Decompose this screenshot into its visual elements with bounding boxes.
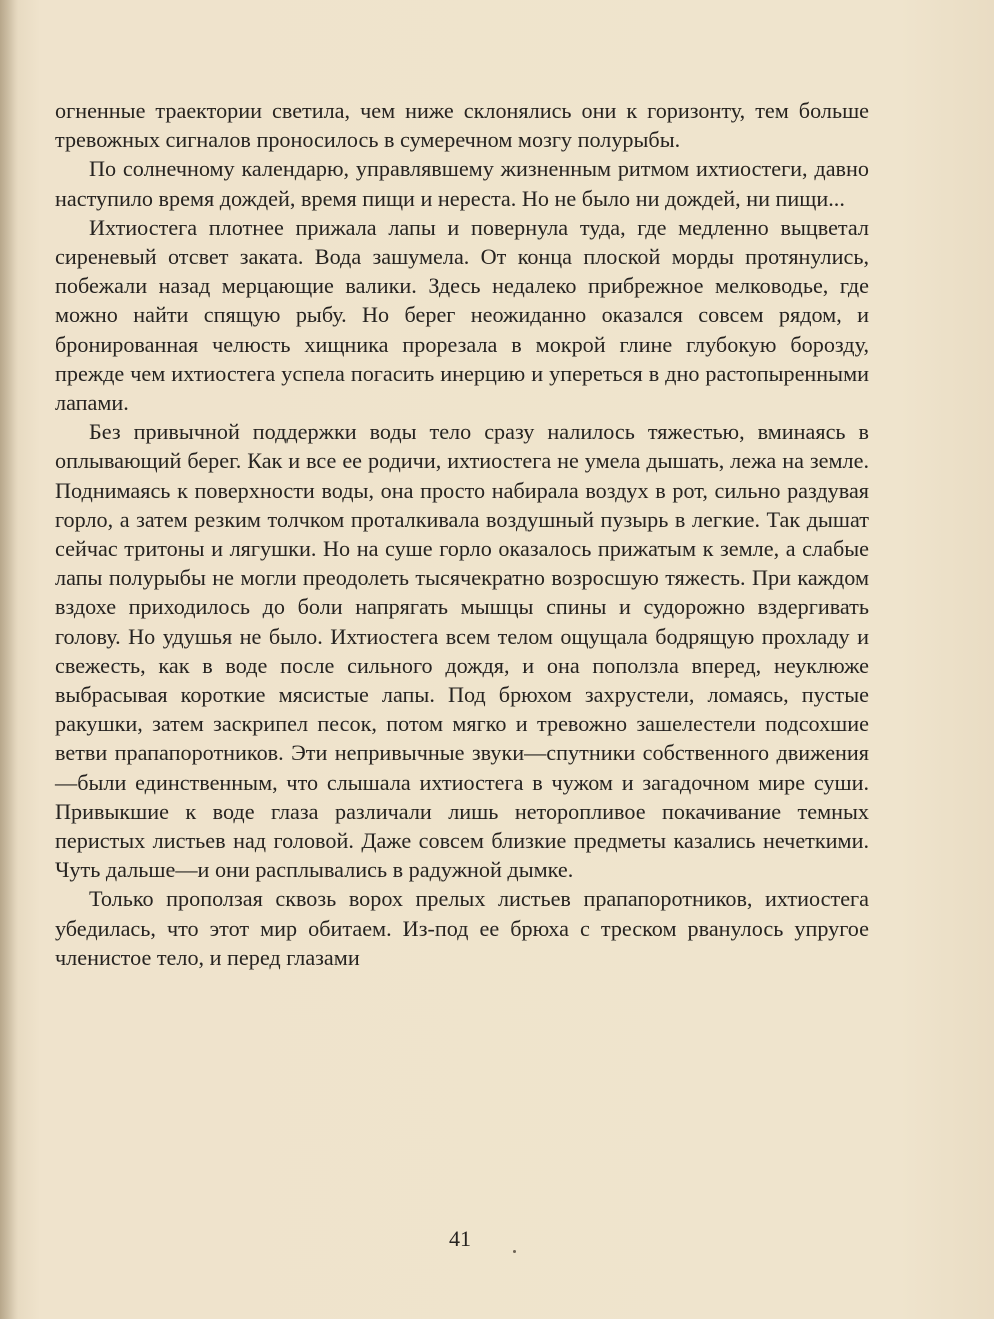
binding-shadow: [0, 0, 18, 1319]
paragraph-2: По солнечному календарю, управлявшему жизненным ритмом ихтиостеги, давно наступило время дождей, время пищи и нереста. Но не было ни дождей, ни пищи...: [55, 156, 869, 211]
page-number: 41: [449, 1226, 471, 1251]
print-speck: [513, 1250, 516, 1253]
paragraph-1: огненные траектории светила, чем ниже склонялись они к горизонту, тем больше тревожных сигналов проносилось в сумеречном мозгу полурыбы.: [55, 98, 869, 153]
paragraph-5: Только проползая сквозь ворох прелых листьев прапапоротников, ихтиостега убедилась, что этот мир обитаем. Из-под ее брюха с треском рванулось упругое членистое тело, и перед глазами: [55, 886, 869, 970]
paragraph-3: Ихтиостега плотнее прижала лапы и повернула туда, где медленно выцветал сиреневый отсвет заката. Вода зашумела. От конца плоской морды протянулись, побежали назад мерцающие валики. Здесь недалеко прибрежное мелководье, где можно найти спящую рыбу. Но берег неожиданно оказался совсем рядом, и бронированная челюсть хищника прорезала в мокрой глине глубокую борозду, прежде чем ихтиостега успела погасить инерцию и упереться в дно растопыренными лапами.: [55, 214, 869, 416]
paragraph-4: Без привычной поддержки воды тело сразу налилось тяжестью, вминаясь в оплывающий берег. Как и все ее родичи, ихтиостега не умела дышать, лежа на земле. Поднимаясь к поверхности воды, она просто набирала воздух в рот, сильно раздувая горло, а затем резким толчком проталкивала воздушный пузырь в легкие. Так дышат сейчас тритоны и лягушки. Но на суше горло оказалось прижатым к земле, а слабые лапы полурыбы не могли преодолеть тысячекратно возросшую тяжесть. При каждом вздохе приходилось до боли напрягать мышцы спины и судорожно вздергивать голову. Но удушья не было. Ихтиостега всем телом ощущала бодрящую прохладу и свежесть, как в воде после сильного дождя, и она поползла вперед, неуклюже выбрасывая короткие мясистые лапы. Под брюхом захрустели, ломаясь, пустые ракушки, затем заскрипел песок, потом мягко и тревожно зашелестели подсохшие ветви прапапоротников. Эти непривычные звуки—спутники собственного движения—были единственным, что слышала ихтиостега в чужом и загадочном мире суши. Привыкшие к воде глаза различали лишь неторопливое покачивание темных перистых листьев над головой. Даже совсем близкие предметы казались нечеткими. Чуть дальше—и они расплывались в радужной дымке.: [55, 419, 869, 883]
body-text: [55, 96, 869, 972]
